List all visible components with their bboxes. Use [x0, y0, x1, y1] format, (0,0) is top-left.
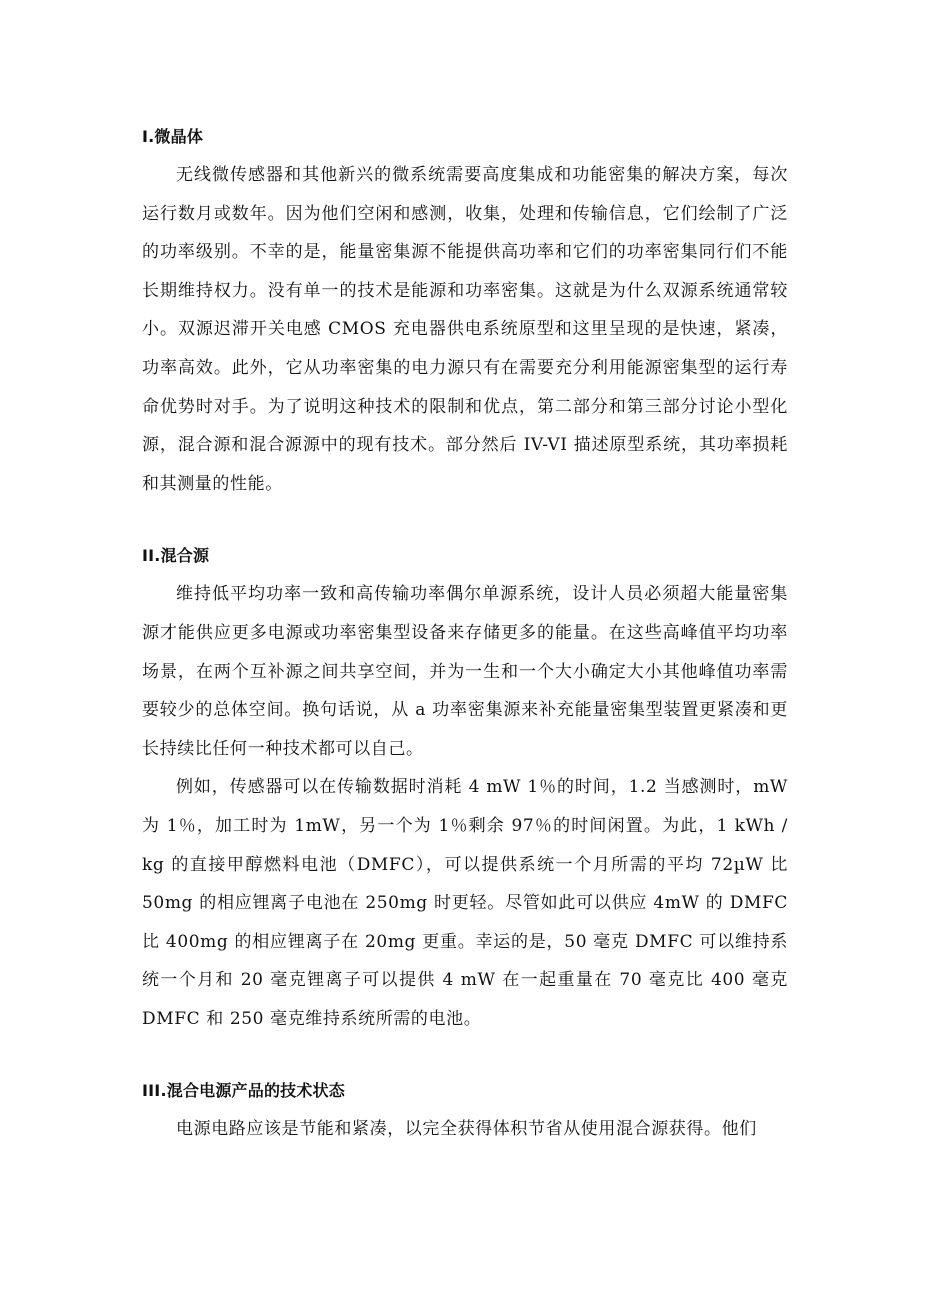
section-heading: III.混合电源产品的技术状态: [142, 1081, 345, 1101]
section-hybrid-source: [142, 537, 788, 1038]
section-spacer: [142, 503, 788, 537]
section-state-of-art: [142, 1072, 788, 1149]
paragraph: 例如，传感器可以在传输数据时消耗 4 mW 1％的时间，1.2 当感测时，mW 为 1％，加工时为 1mW，另一个为 1％剩余 97％的时间闲置。为此，1 kWh / kg 的直接甲醇燃料电池（DMFC），可以提供系统一个月所需的平均 72µW 比 50mg 的相应锂离子电池在 250mg 时更轻。尽管如此可以供应 4mW 的 DMFC 比 400mg 的相应锂离子在 20mg 更重。幸运的是，50 毫克 DMFC 可以维持系统一个月和 20 毫克锂离子可以提供 4 mW 在一起重量在 70 毫克比 400 毫克 DMFC 和 250 毫克维持系统所需的电池。: [142, 777, 788, 1029]
paragraph: 电源电路应该是节能和紧凑，以完全获得体积节省从使用混合源获得。他们: [176, 1119, 757, 1140]
paragraph: 无线微传感器和其他新兴的微系统需要高度集成和功能密集的解决方案，每次运行数月或数年。因为他们空闲和感测，收集，处理和传输信息，它们绘制了广泛的功率级别。不幸的是，能量密集源不能提供高功率和它们的功率密集同行们不能长期维持权力。没有单一的技术是能源和功率密集。这就是为什么双源系统通常较小。双源迟滞开关电感 CMOS 充电器供电系统原型和这里呈现的是快速，紧凑，功率高效。此外，它从功率密集的电力源只有在需要充分利用能源密集型的运行寿命优势时对手。为了说明这种技术的限制和优点，第二部分和第三部分讨论小型化源，混合源和混合源源中的现有技术。部分然后 IV-VI 描述原型系统，其功率损耗和其测量的性能。: [142, 165, 788, 494]
paragraph: 维持低平均功率一致和高传输功率偶尔单源系统，设计人员必须超大能量密集源才能供应更多电源或功率密集型设备来存储更多的能量。在这些高峰值平均功率场景，在两个互补源之间共享空间，并为一生和一个大小确定大小其他峰值功率需要较少的总体空间。换句话说，从 a 功率密集源来补充能量密集型装置更紧凑和更长持续比任何一种技术都可以自己。: [142, 584, 788, 759]
section-heading: I.微晶体: [142, 127, 204, 146]
section-spacer: [142, 1038, 788, 1072]
section-microcrystal: [142, 118, 788, 503]
document-body: [142, 118, 788, 1149]
section-heading: II.混合源: [142, 546, 210, 566]
